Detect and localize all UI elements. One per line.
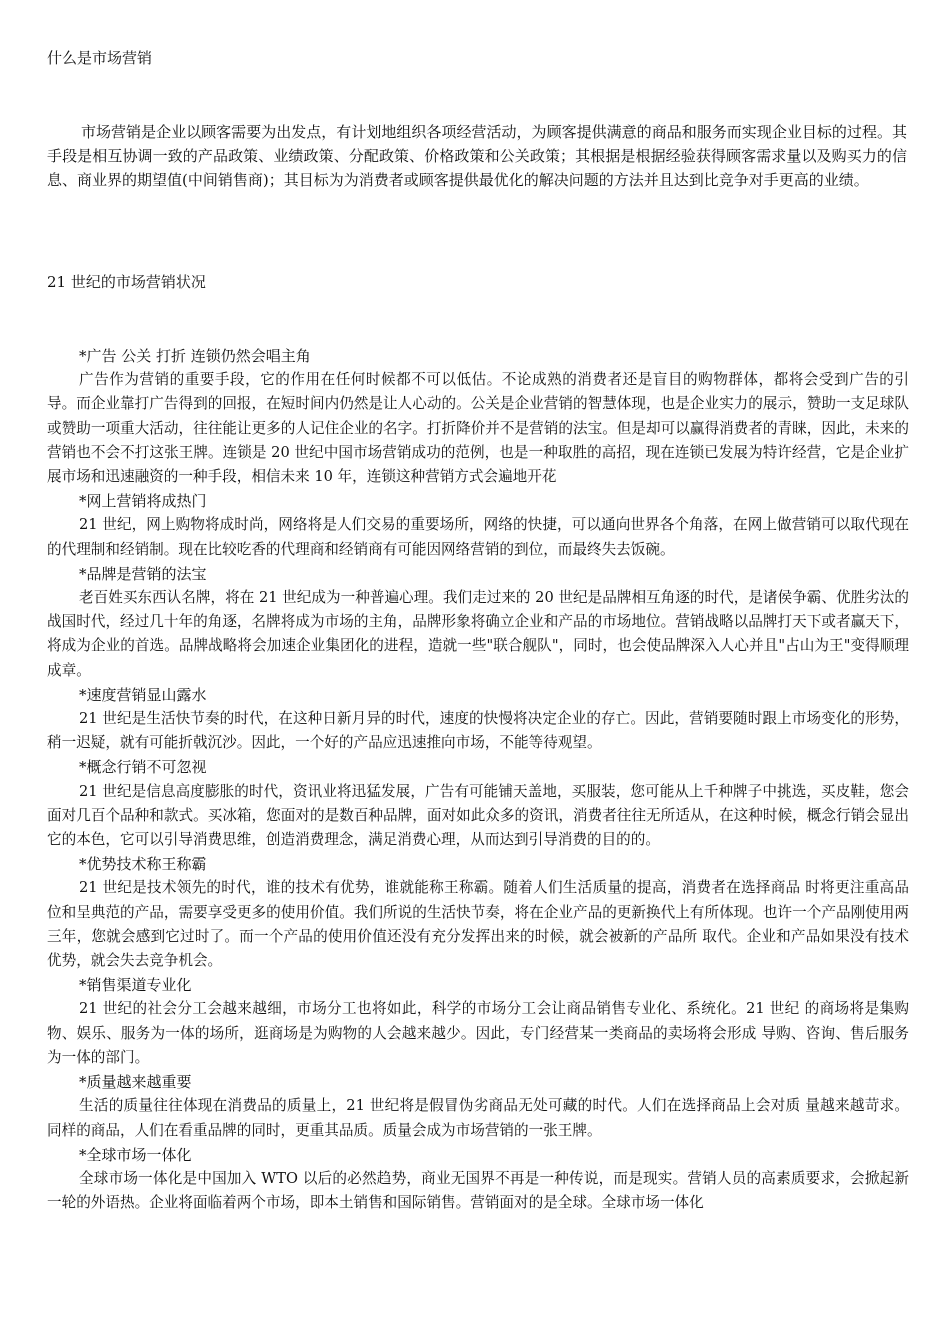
trend-section: [47, 489, 909, 562]
section-body: 21 世纪的社会分工会越来越细，市场分工也将如此，科学的市场分工会让商品销售专业化、系统化。21 世纪 的商场将是集购物、娱乐、服务为一体的场所，逛商场是为购物的人会越来越少。因此，专门经营某一类商品的卖场将会形成 导购、咨询、售后服务为一体的部门。: [47, 1000, 909, 1066]
trend-sections: [47, 344, 909, 1215]
page-title: 什么是市场营销: [47, 49, 153, 67]
section-body: 老百姓买东西认名牌，将在 21 世纪成为一种普遍心理。我们走过来的 20 世纪是品牌相互角逐的时代，是诸侯争霸、优胜劣汰的战国时代，经过几十年的角逐，名牌将成为市场的主角，品牌形象将确立企业和产品的市场地位。营销战略以品牌打天下或者赢天下，将成为企业的首选。品牌战略将会加速企业集团化的进程，造就一些"联合舰队"，同时，也会使品牌深入人心并且"占山为王"变得顺理成章。: [47, 589, 909, 679]
section-heading: *全球市场一体化: [79, 1145, 192, 1164]
trend-section: [47, 683, 909, 756]
section-heading: *销售渠道专业化: [79, 976, 192, 995]
section-heading: *质量越来越重要: [79, 1073, 192, 1092]
section-body: 21 世纪是信息高度膨胀的时代，资讯业将迅猛发展，广告有可能铺天盖地，买服装，您可能从上千种牌子中挑选，买皮鞋，您会面对几百个品种和款式。买冰箱，您面对的是数百种品牌，面对如此众多的资讯，消费者往往无所适从，在这种时候，概念行销会显出它的本色，它可以引导消费思维，创造消费理念，满足消费心理，从而达到引导消费的目的的。: [47, 782, 909, 849]
section-body: 生活的质量往往体现在消费品的质量上，21 世纪将是假冒伪劣商品无处可藏的时代。人们在选择商品上会对质 量越来越苛求。同样的商品，人们在看重品牌的同时，更重其品质。质量会成为市场营销的一张王牌。: [47, 1097, 909, 1139]
trend-section: [47, 852, 909, 973]
trend-section: [47, 1070, 909, 1143]
section-body: 21 世纪是生活快节奏的时代，在这种日新月异的时代，速度的快慢将决定企业的存亡。因此，营销要随时跟上市场变化的形势，稍一迟疑，就有可能折戟沉沙。因此，一个好的产品应迅速推向市场，不能等待观望。: [47, 710, 909, 752]
section-heading: *品牌是营销的法宝: [79, 564, 207, 583]
section-body: 21 世纪是技术领先的时代，谁的技术有优势，谁就能称王称霸。随着人们生活质量的提高，消费者在选择商品 时将更注重高品位和呈典范的产品，需要享受更多的使用价值。我们所说的生活快节奏，将在企业产品的更新换代上有所体现。也许一个产品刚使用两三年，您就会感到它过时了。而一个产品的使用价值还没有充分发挥出来的时候，就会被新的产品所 取代。企业和产品如果没有技术优势，就会失去竞争机会。: [47, 879, 909, 970]
section-heading: *优势技术称王称霸: [79, 855, 207, 874]
trend-section: [47, 1143, 909, 1216]
section-heading: *广告 公关 打折 连锁仍然会唱主角: [79, 347, 311, 365]
section-body: 全球市场一体化是中国加入 WTO 以后的必然趋势，商业无国界不再是一种传说，而是现实。营销人员的高素质要求，会掀起新一轮的外语热。企业将面临着两个市场，即本土销售和国际销售。营销面对的是全球。全球市场一体化: [47, 1169, 909, 1212]
section-body: 广告作为营销的重要手段，它的作用在任何时候都不可以低估。不论成熟的消费者还是盲目的购物群体，都将会受到广告的引导。而企业靠打广告得到的回报，在短时间内仍然是让人心动的。公关是企业营销的智慧体现，也是企业实力的展示，赞助一支足球队或赞助一项重大活动，往往能让更多的人记住企业的名字。打折降价并不是营销的法宝。但是却可以赢得消费者的青睐，因此，未来的营销也不会不打这张王牌。连锁是 20 世纪中国市场营销成功的范例，也是一种取胜的高招，现在连锁已发展为特许经营，它是企业扩展市场和迅速融资的一种手段，相信未来 10 年，连锁这种营销方式会遍地开花: [47, 371, 909, 486]
trend-section: [47, 344, 909, 489]
section-heading: *速度营销显山露水: [79, 685, 207, 704]
trend-section: [47, 973, 909, 1070]
section-heading: *网上营销将成热门: [79, 492, 207, 511]
section-body: 21 世纪，网上购物将成时尚，网络将是人们交易的重要场所，网络的快捷，可以通向世界各个角落，在网上做营销可以取代现在的代理制和经销制。现在比较吃香的代理商和经销商有可能因网络营销的到位，而最终失去饭碗。: [47, 516, 909, 558]
section-title: 21 世纪的市场营销状况: [47, 273, 206, 291]
trend-section: [47, 562, 909, 683]
intro-paragraph: 市场营销是企业以顾客需要为出发点，有计划地组织各项经营活动，为顾客提供满意的商品和服务而实现企业目标的过程。其手段是相互协调一致的产品政策、业绩政策、分配政策、价格政策和公关政策；其根据是根据经验获得顾客需求量以及购买力的信息、商业界的期望值(中间销售商)；其目标为为消费者或顾客提供最优化的解决问题的方法并且达到比竞争对手更高的业绩。: [47, 123, 907, 189]
section-heading: *概念行销不可忽视: [79, 758, 207, 777]
trend-section: [47, 755, 909, 852]
